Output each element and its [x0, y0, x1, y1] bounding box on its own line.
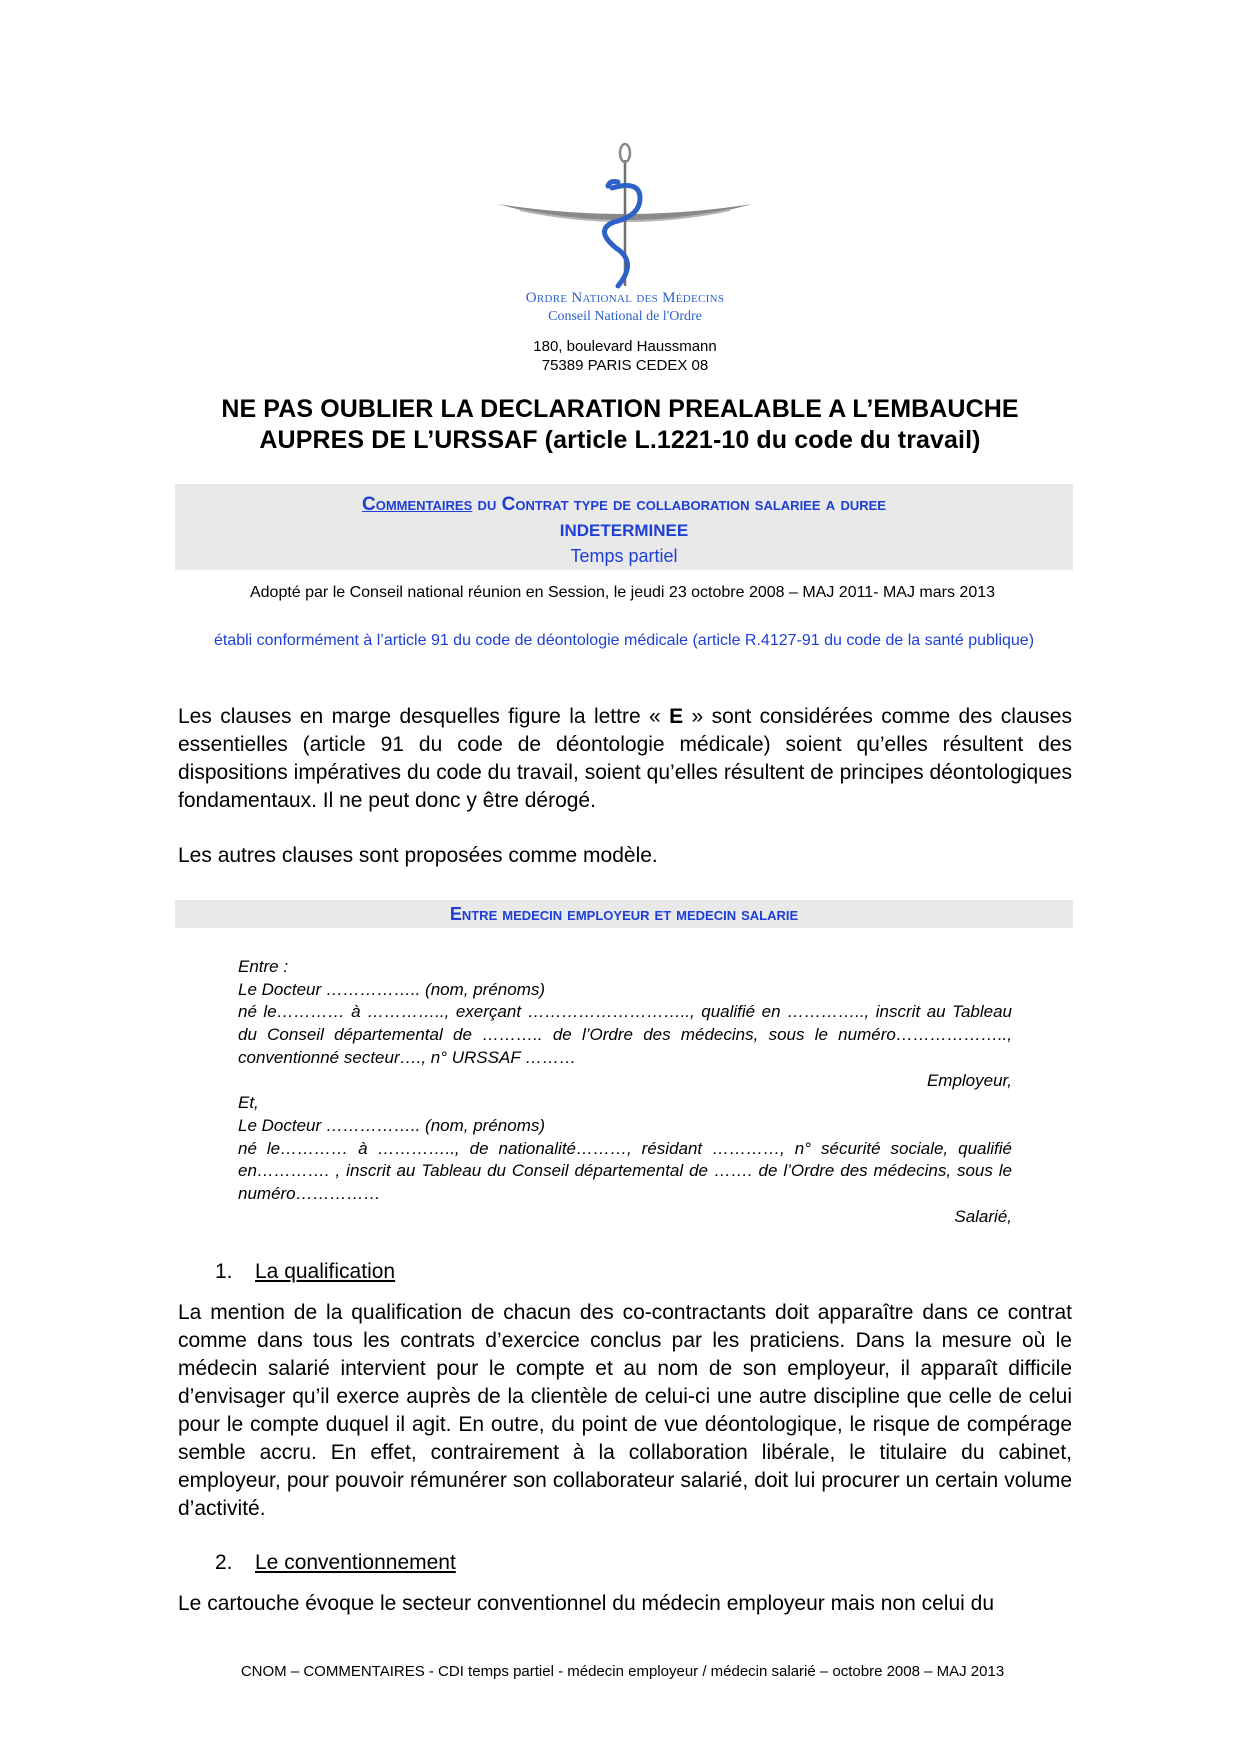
- intro-paragraph-1: [178, 703, 1072, 815]
- parties-heading: Entre medecin employeur et medecin salarie: [175, 900, 1073, 928]
- employee-details: né le………… à ………….., de nationalité………, résidant …………, n° sécurité sociale, qualifié en…………. , inscrit au Tableau du Conseil départemental de ……. de l’Ordre des médecins, sous le numéro……………: [238, 1138, 1012, 1204]
- commentaires-line-1: [175, 490, 1073, 520]
- parties-entre: Entre :: [238, 957, 289, 976]
- commentaires-link[interactable]: Commentaires: [362, 494, 473, 515]
- address-line-2: 75389 PARIS CEDEX 08: [541, 357, 709, 374]
- essential-letter: E: [669, 705, 684, 728]
- logo-org-name: Ordre National des Médecins: [525, 290, 725, 306]
- commentaires-banner: [175, 484, 1073, 570]
- section-2-number: 2.: [215, 1551, 233, 1574]
- ordre-logo: [490, 140, 760, 336]
- section-2-text: Le cartouche évoque le secteur conventionnel du médecin employeur mais non celui du: [178, 1592, 995, 1615]
- commentaires-line-1-rest: du Contrat type de collaboration salariee a duree: [472, 494, 886, 515]
- commentaires-line-2: INDETERMINEE: [559, 521, 689, 540]
- intro-paragraph-2: Les autres clauses sont proposées comme modèle.: [178, 844, 658, 867]
- address-block: [420, 337, 830, 375]
- page-title: [170, 394, 1070, 456]
- section-1-title: La qualification: [255, 1260, 396, 1283]
- section-1-text: La mention de la qualification de chacun des co-contractants doit apparaître dans ce contrat comme dans tous les contrats d’exercice conclus par les praticiens. Dans la mesure où le médecin salarié intervient pour le compte et au nom de son employeur, il apparaît difficile d’envisager qu’il exerce auprès de la clientèle de celui-ci une autre discipline que celle de celui pour le compte duquel il agit. En outre, du point de vue déontologique, le risque de compérage semble accru. En effet, contrairement à la collaboration libérale, le titulaire du cabinet, employeur, pour pouvoir rémunérer son collaborateur salarié, doit lui procurer un certain volume d’activité.: [178, 1301, 1072, 1520]
- title-line-1: NE PAS OUBLIER LA DECLARATION PREALABLE A L’EMBAUCHE: [221, 395, 1019, 423]
- caduceus-icon: [490, 140, 760, 290]
- address-line-1: 180, boulevard Haussmann: [533, 338, 717, 355]
- employer-doctor-line: Le Docteur …………….. (nom, prénoms): [238, 979, 546, 999]
- employer-details: né le………… à ………….., exerçant ……………………….., qualifié en ………….., inscrit au Tableau du Conseil départemental de ……….. de l’Ordre des médecins, sous le numéro……………….., conventionné secteur…., n° URSSAF ………: [238, 1002, 1012, 1067]
- intro-p1-after: » sont considérées comme des clauses essentielles (article 91 du code de déontologie médicale) soient qu’elles résultent des dispositions impératives du code du travail, soient qu’elles résultent de principes déontologiques fondamentaux. Il ne peut donc y être dérogé.: [178, 705, 1072, 812]
- legal-basis-note: établi conformément à l’article 91 du code de déontologie médicale (article R.4127-91 du code de la santé publique): [213, 632, 1035, 649]
- section-1-number: 1.: [215, 1260, 233, 1283]
- commentaires-line-3: Temps partiel: [570, 546, 678, 566]
- adoption-note: Adopté par le Conseil national réunion en Session, le jeudi 23 octobre 2008 – MAJ 2011- MAJ mars 2013: [249, 584, 996, 601]
- section-2-heading: [215, 1549, 456, 1577]
- parties-et: Et,: [238, 1093, 259, 1113]
- title-line-2: AUPRES DE L’URSSAF (article L.1221-10 du code du travail): [259, 426, 981, 454]
- section-1-heading: [215, 1258, 395, 1286]
- parties-block: [238, 956, 1012, 1228]
- page-footer: CNOM – COMMENTAIRES - CDI temps partiel - médecin employeur / médecin salarié – octobre 2008 – MAJ 2013: [240, 1663, 1005, 1680]
- intro-p1-before: Les clauses en marge desquelles figure la lettre «: [178, 705, 670, 728]
- employer-label: Employeur,: [926, 1070, 1012, 1090]
- employee-label: Salarié,: [954, 1206, 1012, 1226]
- employee-doctor-line: Le Docteur …………….. (nom, prénoms): [238, 1115, 546, 1135]
- logo-org-subtitle: Conseil National de l'Ordre: [548, 309, 702, 324]
- section-2-title: Le conventionnement: [255, 1551, 456, 1574]
